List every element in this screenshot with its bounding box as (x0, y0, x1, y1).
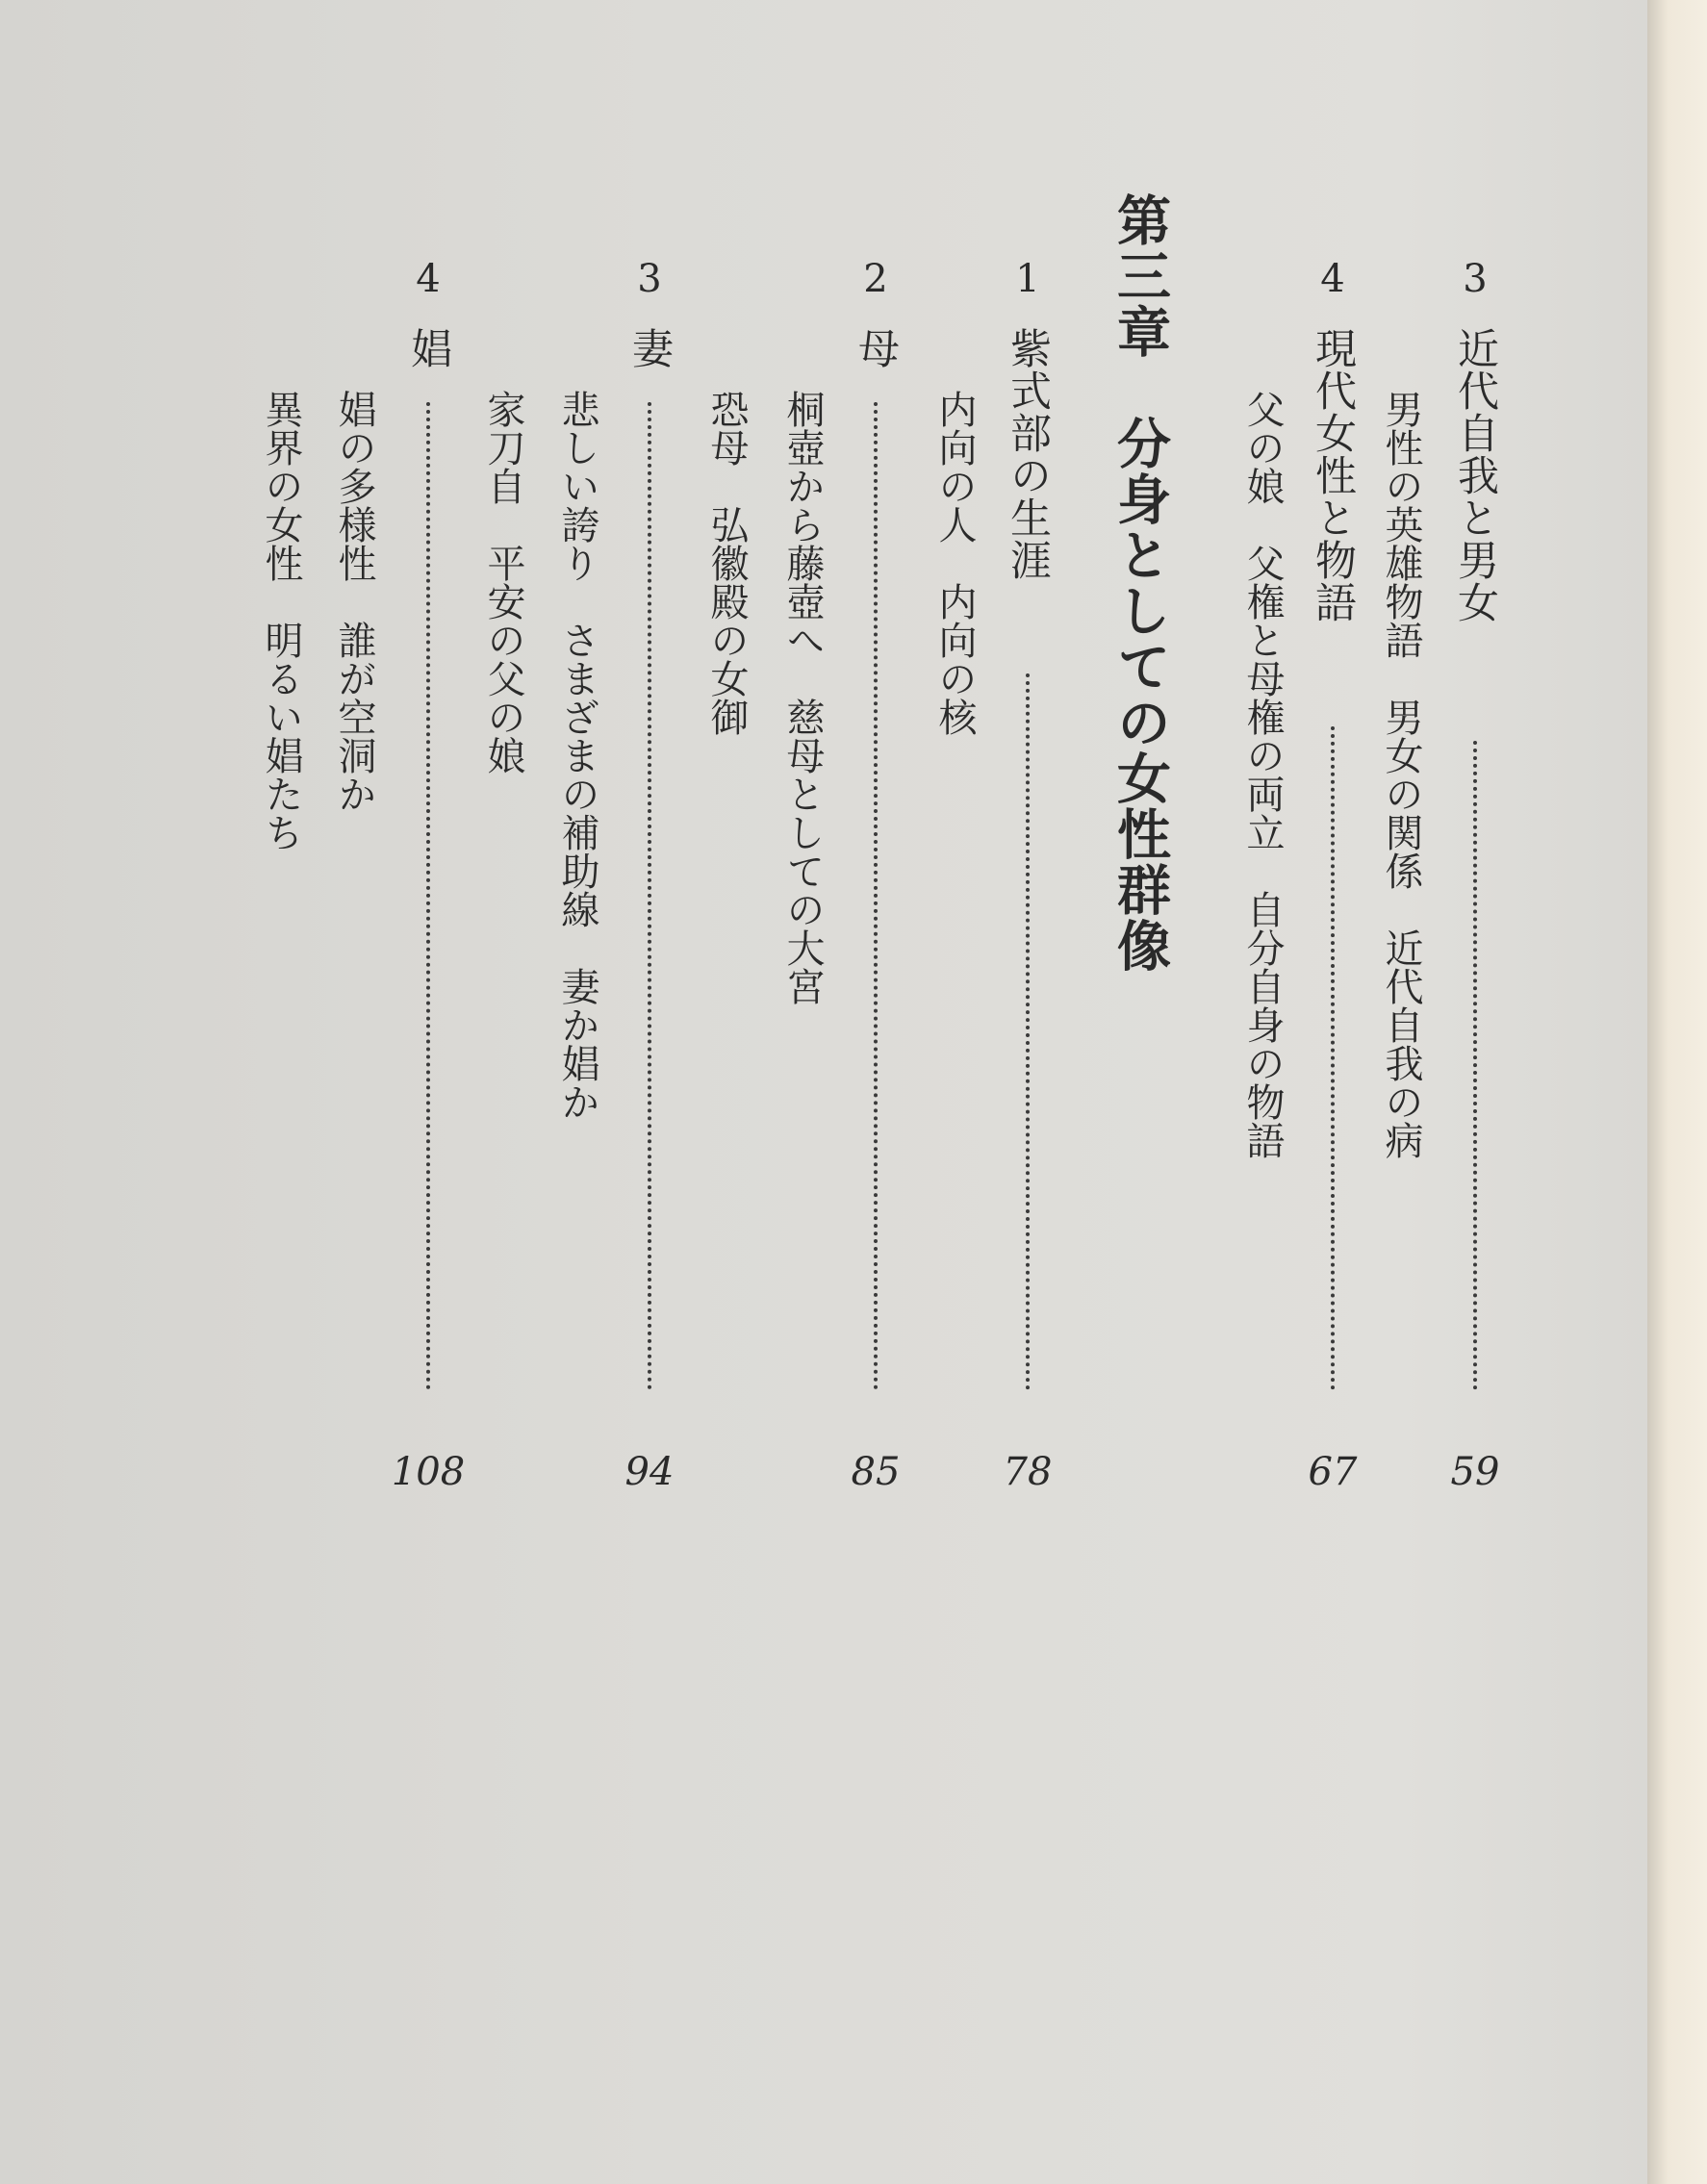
dotted-leader (1026, 673, 1030, 1390)
entry-page-number: 78 (1003, 1450, 1053, 1494)
entry-page-number: 85 (851, 1450, 901, 1494)
entry-subtitles: 家刀自 平安の父の娘 (481, 390, 525, 775)
entry-subtitles: 桐壺から藤壺へ 慈母としての大宮 (780, 390, 825, 1005)
dotted-leader (1473, 741, 1477, 1390)
entry-subtitles: 男性の英雄物語 男女の関係 近代自我の病 (1379, 390, 1423, 1159)
dotted-leader (648, 402, 651, 1390)
entry-title: 現代女性と物語 (1309, 327, 1357, 623)
page-edge (1647, 0, 1707, 2184)
entry-number: 3 (1463, 257, 1488, 301)
entry-title: 娼 (404, 327, 452, 369)
dotted-leader (426, 402, 430, 1390)
entry-number: 4 (1320, 257, 1345, 301)
entry-subtitles: 悲しい誇り さまざまの補助線 妻か娼か (555, 390, 599, 1121)
entry-title: 紫式部の生涯 (1004, 327, 1052, 581)
chapter-title: 第三章 分身としての女性群像 (1108, 192, 1172, 974)
entry-number: 1 (1015, 257, 1040, 301)
entry-title: 妻 (625, 327, 674, 369)
entry-page-number: 94 (624, 1450, 675, 1494)
entry-page-number: 108 (391, 1450, 466, 1494)
dotted-leader (874, 402, 878, 1390)
entry-page-number: 59 (1450, 1450, 1500, 1494)
entry-title: 近代自我と男女 (1451, 327, 1499, 623)
entry-subtitles: 恐母 弘徽殿の女御 (704, 390, 749, 736)
entry-number: 4 (416, 257, 441, 301)
entry-subtitles: 異界の女性 明るい娼たち (259, 390, 303, 851)
entry-title: 母 (852, 327, 900, 369)
entry-number: 3 (637, 257, 662, 301)
entry-subtitles: 内向の人 内向の核 (932, 390, 977, 736)
entry-number: 2 (863, 257, 888, 301)
entry-subtitles: 父の娘 父権と母権の両立 自分自身の物語 (1240, 390, 1285, 1159)
entry-page-number: 67 (1308, 1450, 1358, 1494)
entry-subtitles: 娼の多様性 誰が空洞か (332, 390, 376, 813)
dotted-leader (1331, 726, 1335, 1390)
